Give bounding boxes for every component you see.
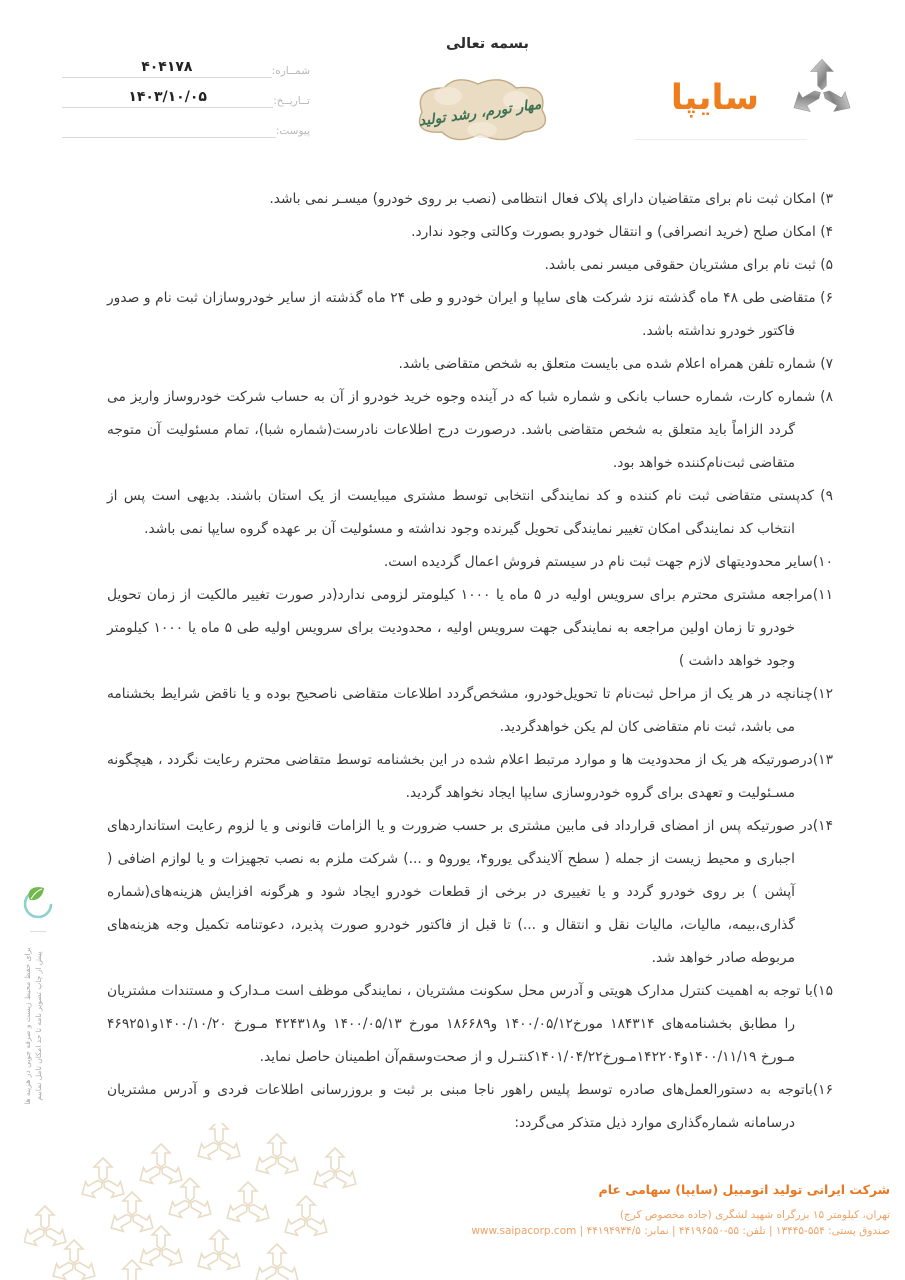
list-item: ۱۴)در صورتیکه پس از امضای قرارداد فی مابین مشتری بر حسب ضرورت و یا الزامات قانونی و یا لزوم رعایت استانداردهای اجباری و محیط زیست از جمله ( سطح آلایندگی یورو۴، یورو۵ و ...) شرکت ملزم به نصب تجهیزات و یا لوازم اضافی ( آپشن ) بر روی خودرو گردد و یا تغییری در برخی از قطعات خودرو ایجاد شود و هرگونه افزایش هزینه‌های(شماره گذاری،بیمه، مالیات، مالیات نقل و انتقال و ...) تا قبل از فاکتور خودرو صورت پذیرد، دعوتنامه تکمیل وجه هزینه‌های مربوطه صادر خواهد شد. [107,818,833,966]
attachment-value [62,117,276,138]
company-name: شرکت ایرانی تولید اتومبیل (سایپا) سهامی عام [598,1182,890,1197]
saipa-wordmark: سایپا [670,78,760,118]
list-item: ۱۳)درصورتیکه هر یک از محدودیت ها و موارد مرتبط اعلام شده در این بخشنامه توسط متقاضی محترم رعایت نگردد ، هیچگونه مسـئولیت و تعهدی برای گروه خودروسازی سایپا ایجاد نخواهد گردید. [107,752,833,801]
number-label: شمــاره: [271,65,310,77]
bismillah-text: بسمه تعالی [446,36,529,52]
stamp-calligraphy: مهار تورم، رشد تولید [417,96,543,130]
list-item: ۱۶)باتوجه به دستورالعمل‌های صادره توسط پلیس راهور ناجا مبنی بر ثبت و بروزرسانی اطلاعات فردی و آدرس مشتریان درسامانه شماره‌گذاری موارد ذیل متذکر می‌گردد: [107,1082,833,1131]
list-item: ۷) شماره تلفن همراه اعلام شده می بایست متعلق به شخص متقاضی باشد. [398,356,833,372]
attachment-field [62,108,314,138]
number-value: ۴۰۴۱۷۸ [62,57,272,78]
list-item: ۵) ثبت نام برای مشتریان حقوقی میسر نمی باشد. [544,257,833,273]
logo-divider [635,139,807,140]
date-value: ۱۴۰۳/۱۰/۰۵ [62,87,273,108]
company-address: تهران، کیلومتر ۱۵ بزرگراه شهید لشگری (جاده مخصوص کرج) [619,1209,890,1221]
list-item: ۹) کدپستی متقاضی ثبت نام کننده و کد نمایندگی انتخابی توسط مشتری میبایست از یک استان باشند. بدیهی است پس از انتخاب کد نمایندگی امکان تغییر نمایندگی تحویل گیرنده وجود نداشته و مسئولیت آن بر عهده گروه سایپا نمی باشد. [107,488,833,537]
date-label: تــاریــخ: [273,95,310,107]
saipa-logo [657,52,867,144]
slogan-stamp [400,72,560,154]
list-item: ۴) امکان صلح (خرید انصرافی) و انتقال خودرو بصورت وکالتی وجود ندارد. [411,224,833,240]
eco-note [22,940,44,1112]
list-item: ۱۱)مراجعه مشتری محترم برای سرویس اولیه در ۵ ماه یا ۱۰۰۰ کیلومتر لزومی ندارد(در صورت تغییر مالکیت از زمان تحویل خودرو تا زمان اولین مراجعه به نمایندگی جهت سرویس اولیه ، محدودیت برای سرویس اولیه طی ۵ ماه یا ۱۰۰۰ کیلومتر وجود خواهد داشت ) [107,587,833,669]
eco-divider [30,931,46,932]
number-field [62,48,314,78]
letter-footer [15,1182,890,1239]
letter-meta-fields [62,48,314,138]
list-item: ۱۵)با توجه به اهمیت کنترل مدارک هویتی و آدرس محل سکونت مشتریان ، نمایندگی موظف است مـدارک و مستندات مشتریان را مطابق بخشنامه‌های ۱۸۴۳۱۴ مورخ۱۴۰۰/۰۵/۱۲ و۱۸۶۶۸۹ مورخ ۱۴۰۰/۰۵/۱۳ و۴۲۴۳۱۸ مـورخ ۱۴۰۰/۱۰/۲۰و۴۶۹۲۵۱ مـورخ ۱۴۰۰/۱۱/۱۹و۱۴۲۲۰۴مـورخ۱۴۰۱/۰۴/۲۲کنتـرل و از صحت‌وسقم‌آن اطمینان حاصل نماید. [107,983,833,1065]
list-item: ۳) امکان ثبت نام برای متقاضیان دارای پلاک فعال انتظامی (نصب بر روی خودرو) میسـر نمی باشد. [269,191,833,207]
eco-recycle-leaf-icon [18,884,58,924]
list-item: ۶) متقاضی طی ۴۸ ماه گذشته نزد شرکت های سایپا و ایران خودرو و طی ۲۴ ماه گذشته از سایر خودروسازان ثبت نام و صدور فاکتور خودرو نداشته باشد. [107,290,833,339]
list-item: ۸) شماره کارت، شماره حساب بانکی و شماره شبا که در آینده وجوه خرید خودرو از آن به حساب شرکت خودروساز واریز می گردد الزاماً باید متعلق به شخص متقاضی باشد. درصورت درج اطلاعات نادرست(شماره شبا)، تمام مسئولیت آن متوجه متقاضی ثبت‌نام‌کننده خواهد بود. [107,389,833,471]
saipa-emblem-icon [787,54,857,124]
company-contacts: صندوق پستی: ⁦۱۳۴۴۵-۵۵۴⁩ | تلفن: ⁦۴۴۱۹۶۵۵۰-۵۵⁩ | نمابر: ۴۴۱۹۴۹۳۴/۵ | www.saipacorp.com [471,1225,890,1237]
eco-note-line1: برای حفظ محیط زیست و صرفه جویی در هزینه ها [23,947,32,1105]
date-field [62,78,314,108]
eco-note-line2: پیش از چاپ تصویر نامه تا حد امکان تامل نماییم [34,951,43,1101]
list-item: ۱۲)چنانچه در هر یک از مراحل ثبت‌نام تا تحویل‌خودرو، مشخص‌گردد اطلاعات متقاضی ناصحیح بوده و یا ناقض شرایط بخشنامه می باشد، ثبت نام متقاضی کان لم یکن خواهدگردید. [107,686,833,735]
letter-body [107,183,833,1140]
attachment-label: پیوست: [275,125,310,137]
list-item: ۱۰)سایر محدودیتهای لازم جهت ثبت نام در سیستم فروش اعمال گردیده است. [383,554,833,570]
